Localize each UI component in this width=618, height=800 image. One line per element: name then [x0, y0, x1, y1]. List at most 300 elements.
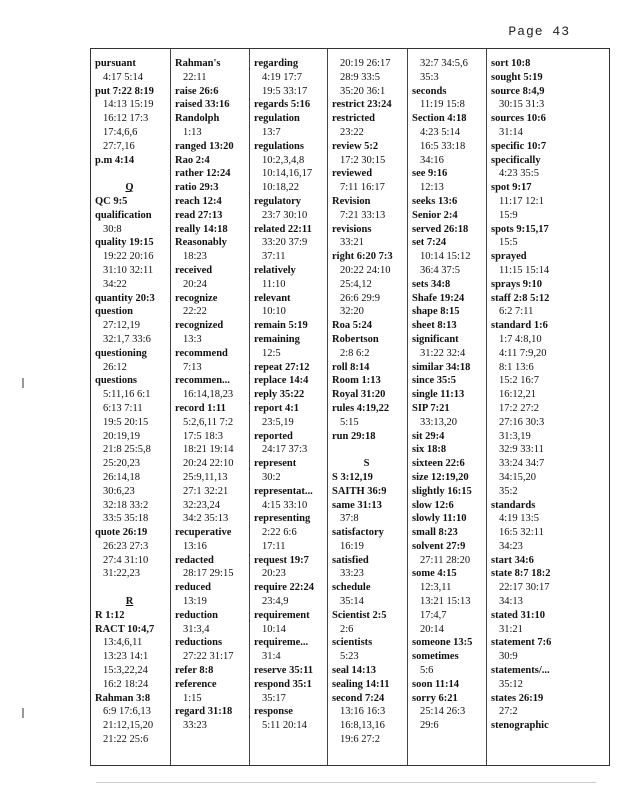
index-entry: right 6:20 7:3: [332, 251, 393, 263]
index-entry: S 3:12,19: [332, 471, 373, 483]
index-entry: reply 35:22: [254, 389, 305, 401]
index-line: 22:11: [183, 71, 207, 83]
index-entry: slowly 11:10: [412, 513, 467, 525]
index-line: 24:17 37:3: [262, 444, 308, 456]
index-line: 15:5: [499, 237, 518, 249]
index-line: 17:11: [262, 540, 286, 552]
index-entry: stenographic: [491, 720, 549, 732]
index-line: 15:2 16:7: [499, 375, 539, 387]
index-entry: Shafe 19:24: [412, 292, 465, 304]
index-entry: sixteen 22:6: [412, 458, 465, 470]
index-column-3: [249, 49, 327, 765]
index-entry: specific 10:7: [491, 140, 547, 152]
index-line: 31:4: [262, 651, 281, 663]
index-entry: scientists: [332, 637, 373, 649]
index-entry: sometimes: [412, 651, 459, 663]
index-entry: restrict 23:24: [332, 99, 392, 111]
index-entry: reference: [175, 678, 217, 690]
index-line: 17:4,7: [420, 609, 447, 621]
index-entry: sprayed: [491, 251, 527, 263]
index-entry: represent: [254, 458, 297, 470]
index-line: 28:9 33:5: [340, 71, 380, 83]
index-entry: Revision: [332, 195, 371, 207]
index-entry: slow 12:6: [412, 499, 454, 511]
index-line: 12:5: [262, 347, 281, 359]
index-entry: solvent 27:9: [412, 540, 466, 552]
index-line: 7:21 33:13: [340, 209, 386, 221]
index-entry: reduced: [175, 582, 211, 594]
index-line: 19:5 33:17: [262, 85, 308, 97]
index-line: 20:14: [420, 623, 444, 635]
index-entry: revisions: [332, 223, 372, 235]
index-line: 14:13 15:19: [103, 99, 154, 111]
index-line: 32:7 34:5,6: [420, 58, 468, 69]
index-entry: seconds: [412, 85, 447, 97]
index-line: 27:7,16: [103, 140, 135, 152]
index-line: 5:11 20:14: [262, 720, 307, 732]
index-entry: seal 14:13: [332, 665, 377, 677]
index-line: 8:1 13:6: [499, 361, 534, 373]
index-entry: standard 1:6: [491, 320, 548, 332]
index-line: 4:19 17:7: [262, 71, 302, 83]
index-line: 27:4 31:10: [103, 554, 149, 566]
index-entry: small 8:23: [412, 527, 458, 539]
index-entry: see 9:16: [412, 168, 448, 180]
index-entry: reviewed: [332, 168, 373, 180]
index-entry: refer 8:8: [175, 665, 214, 677]
index-entry: recommend: [175, 347, 228, 359]
index-line: 5:11,16 6:1: [103, 389, 151, 401]
index-line: 18:23: [183, 251, 207, 263]
index-entry: QC 9:5: [95, 195, 128, 207]
index-entry: representing: [254, 513, 311, 525]
index-line: 31:22,23: [103, 568, 141, 580]
index-line: 32:23,24: [183, 499, 221, 511]
index-entry: questioning: [95, 347, 147, 359]
index-line: 15:3,22,24: [103, 665, 148, 677]
index-entry: requirement: [254, 609, 310, 621]
index-line: 17:5 18:3: [183, 430, 223, 442]
margin-mark: [22, 708, 24, 718]
index-line: 20:24 22:10: [183, 458, 234, 470]
index-line: 21:22 25:6: [103, 734, 149, 746]
index-entry: regard 31:18: [175, 706, 233, 718]
index-line: 22:22: [183, 306, 207, 318]
index-entry: relatively: [254, 264, 296, 276]
index-entry: quote 26:19: [95, 527, 148, 539]
index-entry: quality 19:15: [95, 237, 154, 249]
index-line: 16:5 33:18: [420, 140, 466, 152]
index-line: 23:4,9: [262, 596, 289, 608]
index-line: 33:23: [183, 720, 207, 732]
index-entry: served 26:18: [412, 223, 469, 235]
index-entry: response: [254, 706, 293, 718]
index-entry: schedule: [332, 582, 371, 594]
index-line: 7:13: [183, 361, 202, 373]
index-entry: repeat 27:12: [254, 361, 310, 373]
index-line: 19:6 27:2: [340, 734, 380, 746]
index-line: 5:15: [340, 416, 359, 428]
index-entry: rules 4:19,22: [332, 402, 390, 414]
index-entry: sealing 14:11: [332, 678, 390, 690]
index-line: 16:14,18,23: [183, 389, 234, 401]
index-entry: Robertson: [332, 333, 379, 345]
index-line: 33:24 34:7: [499, 458, 545, 470]
index-entry: regulation: [254, 113, 300, 125]
index-entry: significant: [412, 333, 459, 345]
index-entry: set 7:24: [412, 237, 447, 249]
index-line: 25:4,12: [340, 278, 372, 290]
index-line: 21:8 25:5,8: [103, 444, 151, 456]
index-line: 32:1,7 33:6: [103, 333, 151, 345]
index-line: 33:21: [340, 237, 364, 249]
index-entry: review 5:2: [332, 140, 379, 152]
index-line: 2:6: [340, 623, 354, 635]
index-line: 33:23: [340, 568, 364, 580]
index-line: 31:14: [499, 126, 523, 138]
index-entry: source 8:4,9: [491, 85, 545, 97]
index-line: 13:23 14:1: [103, 651, 149, 663]
index-entry: really 14:18: [175, 223, 228, 235]
index-line: 35:2: [499, 485, 518, 497]
index-line: 4:17 5:14: [103, 71, 143, 83]
index-line: 27:2: [499, 706, 518, 718]
index-line: 6:13 7:11: [103, 402, 143, 414]
index-line: 13:16 16:3: [340, 706, 386, 718]
index-entry: ranged 13:20: [175, 140, 234, 152]
index-line: 33:13,20: [420, 416, 458, 428]
index-line: 20:23: [262, 568, 286, 580]
index-entry: ratio 29:3: [175, 182, 219, 194]
index-line: 27:22 31:17: [183, 651, 234, 663]
index-entry: reported: [254, 430, 293, 442]
index-entry: statement 7:6: [491, 637, 552, 649]
index-line: 13:4,6,11: [103, 637, 143, 649]
index-entry: Rao 2:4: [175, 154, 210, 166]
index-line: 21:12,15,20: [103, 720, 154, 732]
index-line: 12:3,11: [420, 582, 452, 594]
index-line: 1:7 4:8,10: [499, 333, 542, 345]
index-column-5: [407, 49, 486, 765]
index-entry: specifically: [491, 154, 541, 166]
index-line: 18:21 19:14: [183, 444, 234, 456]
index-line: 30:9: [499, 651, 518, 663]
index-entry: read 27:13: [175, 209, 223, 221]
index-entry: quantity 20:3: [95, 292, 155, 304]
index-entry: relevant: [254, 292, 291, 304]
index-entry: remaining: [254, 333, 300, 345]
index-entry: seeks 13:6: [412, 195, 458, 207]
index-line: 15:9: [499, 209, 518, 221]
index-entry: states 26:19: [491, 692, 544, 704]
bottom-rule: [96, 782, 596, 783]
index-line: 29:6: [420, 720, 439, 732]
index-entry: redacted: [175, 554, 214, 566]
index-line: 16:5 32:11: [499, 527, 544, 539]
index-line: 11:19 15:8: [420, 99, 465, 111]
index-entry: sit 29:4: [412, 430, 445, 442]
index-entry: R 1:12: [95, 609, 125, 621]
index-entry: recognize: [175, 292, 218, 304]
index-line: 10:18,22: [262, 182, 300, 194]
index-line: 33:5 35:18: [103, 513, 149, 525]
index-line: 34:2 35:13: [183, 513, 229, 525]
index-column-2: [170, 49, 249, 765]
index-line: 35:17: [262, 692, 286, 704]
index-entry: Roa 5:24: [332, 320, 372, 332]
index-line: 22:17 30:17: [499, 582, 550, 594]
index-entry: some 4:15: [412, 568, 457, 580]
index-line: 23:22: [340, 126, 364, 138]
index-line: 17:4,6,6: [103, 126, 138, 138]
index-entry: recognized: [175, 320, 224, 332]
index-entry: sets 34:8: [412, 278, 451, 290]
index-entry: Royal 31:20: [332, 389, 386, 401]
index-line: 27:11 28:20: [420, 554, 471, 566]
index-entry: Senior 2:4: [412, 209, 458, 221]
index-entry: received: [175, 264, 213, 276]
index-line: [95, 581, 170, 595]
index-line: 32:18 33:2: [103, 499, 149, 511]
index-line: 16:12,21: [499, 389, 537, 401]
index-line: 4:11 7:9,20: [499, 347, 547, 359]
index-entry: questions: [95, 375, 138, 387]
index-line: 10:10: [262, 306, 286, 318]
index-entry: satisfactory: [332, 527, 384, 539]
index-entry: respond 35:1: [254, 678, 312, 690]
index-entry: Section 4:18: [412, 113, 467, 125]
index-entry: Room 1:13: [332, 375, 381, 387]
index-entry: start 34:6: [491, 554, 534, 566]
index-line: 10:14: [262, 623, 286, 635]
index-entry: rather 12:24: [175, 168, 231, 180]
index-line: 37:11: [262, 251, 286, 263]
index-column-4: [327, 49, 407, 765]
index-entry: Reasonably: [175, 237, 227, 249]
index-line: 30:6,23: [103, 485, 135, 497]
index-entry: similar 34:18: [412, 361, 471, 373]
index-line: 5:6: [420, 665, 434, 677]
index-line: 5:2,6,11 7:2: [183, 416, 234, 428]
index-line: 33:20 37:9: [262, 237, 308, 249]
index-line: 31:3,4: [183, 623, 210, 635]
index-line: 25:9,11,13: [183, 471, 228, 483]
index-entry: related 22:11: [254, 223, 312, 235]
index-entry: RACT 10:4,7: [95, 623, 155, 635]
index-line: 4:23 5:14: [420, 126, 460, 138]
index-entry: requireme...: [254, 637, 309, 649]
index-entry: request 19:7: [254, 554, 309, 566]
index-entry: six 18:8: [412, 444, 447, 456]
index-line: 10:14 15:12: [420, 251, 471, 263]
index-line: 34:22: [103, 278, 127, 290]
index-line: 26:23 27:3: [103, 540, 149, 552]
index-entry: sprays 9:10: [491, 278, 543, 290]
index-entry: regards 5:16: [254, 99, 311, 111]
index-frame: [90, 48, 610, 766]
index-line: 27:12,19: [103, 320, 141, 332]
index-entry: p.m 4:14: [95, 154, 135, 166]
index-entry: satisfied: [332, 554, 369, 566]
index-line: 11:17 12:1: [499, 195, 544, 207]
index-line: 2:8 6:2: [340, 347, 370, 359]
index-entry: remain 5:19: [254, 320, 308, 332]
index-entry: regarding: [254, 58, 299, 69]
section-letter: R: [125, 596, 134, 608]
index-line: 30:15 31:3: [499, 99, 545, 111]
index-line: 13:7: [262, 126, 281, 138]
index-column-1: [91, 49, 170, 765]
index-line: 6:2 7:11: [499, 306, 534, 318]
index-line: 32:20: [340, 306, 364, 318]
index-line: 30:2: [262, 471, 281, 483]
index-entry: require 22:24: [254, 582, 314, 594]
index-entry: regulations: [254, 140, 304, 152]
index-line: 19:5 20:15: [103, 416, 149, 428]
index-line: 17:2 30:15: [340, 154, 386, 166]
index-entry: shape 8:15: [412, 306, 460, 318]
index-entry: raise 26:6: [175, 85, 219, 97]
margin-mark: [22, 378, 24, 388]
index-line: 20:24: [183, 278, 207, 290]
index-line: 6:9 17:6,13: [103, 706, 151, 718]
index-entry: regulatory: [254, 195, 302, 207]
index-line: 35:14: [340, 596, 364, 608]
index-line: 36:4 37:5: [420, 264, 460, 276]
index-line: [332, 443, 407, 457]
index-entry: record 1:11: [175, 402, 226, 414]
index-line: 27:1 32:21: [183, 485, 229, 497]
index-entry: size 12:19,20: [412, 471, 469, 483]
index-entry: sort 10:8: [491, 58, 531, 69]
index-entry: same 31:13: [332, 499, 382, 511]
index-line: 11:10: [262, 278, 286, 290]
index-entry: sources 10:6: [491, 113, 546, 125]
index-line: 23:7 30:10: [262, 209, 308, 221]
section-letter: S: [363, 458, 370, 470]
index-entry: SIP 7:21: [412, 402, 450, 414]
index-line: 31:3,19: [499, 430, 531, 442]
index-entry: replace 14:4: [254, 375, 309, 387]
index-line: 19:22 20:16: [103, 251, 154, 263]
index-line: 27:16 30:3: [499, 416, 545, 428]
index-line: [95, 167, 170, 181]
index-entry: soon 11:14: [412, 678, 459, 690]
index-line: 17:2 27:2: [499, 402, 539, 414]
index-line: 32:9 33:11: [499, 444, 544, 456]
index-entry: slightly 16:15: [412, 485, 472, 497]
index-line: 13:21 15:13: [420, 596, 471, 608]
index-line: 11:15 15:14: [499, 264, 550, 276]
index-entry: since 35:5: [412, 375, 457, 387]
index-entry: recuperative: [175, 527, 232, 539]
index-line: 1:13: [183, 126, 202, 138]
index-line: 25:14 26:3: [420, 706, 466, 718]
index-line: 28:17 29:15: [183, 568, 234, 580]
index-line: 10:14,16,17: [262, 168, 313, 180]
index-entry: roll 8:14: [332, 361, 370, 373]
index-entry: standards: [491, 499, 536, 511]
index-entry: question: [95, 306, 133, 318]
index-entry: Rahman's: [175, 58, 221, 69]
index-line: 4:23 35:5: [499, 168, 539, 180]
index-line: 26:14,18: [103, 471, 141, 483]
index-entry: state 8:7 18:2: [491, 568, 551, 580]
index-line: 16:8,13,16: [340, 720, 385, 732]
index-entry: Randolph: [175, 113, 220, 125]
index-line: 20:19,19: [103, 430, 141, 442]
index-line: 4:19 13:5: [499, 513, 539, 525]
index-line: 5:23: [340, 651, 359, 663]
index-line: 34:16: [420, 154, 444, 166]
index-line: 25:20,23: [103, 458, 141, 470]
index-line: 7:11 16:17: [340, 182, 385, 194]
index-entry: qualification: [95, 209, 152, 221]
index-line: 2:22 6:6: [262, 527, 297, 539]
index-line: 35:20 36:1: [340, 85, 386, 97]
index-line: 1:15: [183, 692, 202, 704]
index-line: 35:3: [420, 71, 439, 83]
index-entry: recommen...: [175, 375, 230, 387]
index-line: 35:12: [499, 678, 523, 690]
index-entry: spot 9:17: [491, 182, 532, 194]
index-entry: restricted: [332, 113, 375, 125]
index-line: 16:12 17:3: [103, 113, 149, 125]
index-entry: pursuant: [95, 58, 136, 69]
index-line: 31:10 32:11: [103, 264, 154, 276]
index-line: 10:2,3,4,8: [262, 154, 305, 166]
index-entry: sought 5:19: [491, 71, 543, 83]
index-entry: reach 12:4: [175, 195, 222, 207]
index-entry: raised 33:16: [175, 99, 230, 111]
index-line: 13:3: [183, 333, 202, 345]
index-line: 37:8: [340, 513, 359, 525]
index-line: 12:13: [420, 182, 444, 194]
index-entry: put 7:22 8:19: [95, 85, 154, 97]
index-entry: reduction: [175, 609, 218, 621]
index-entry: sheet 8:13: [412, 320, 457, 332]
index-line: 13:19: [183, 596, 207, 608]
index-line: 31:21: [499, 623, 523, 635]
index-entry: spots 9:15,17: [491, 223, 549, 235]
index-entry: reductions: [175, 637, 223, 649]
index-entry: someone 13:5: [412, 637, 473, 649]
index-line: 26:6 29:9: [340, 292, 380, 304]
index-line: 34:23: [499, 540, 523, 552]
index-line: 30:8: [103, 223, 122, 235]
index-entry: reserve 35:11: [254, 665, 313, 677]
index-entry: representat...: [254, 485, 313, 497]
index-line: 34:15,20: [499, 471, 537, 483]
index-line: 34:13: [499, 596, 523, 608]
index-entry: statements/...: [491, 665, 550, 677]
index-line: 31:22 32:4: [420, 347, 466, 359]
index-entry: run 29:18: [332, 430, 376, 442]
index-entry: sorry 6:21: [412, 692, 458, 704]
page-number: Page 43: [508, 24, 570, 39]
index-entry: Rahman 3:8: [95, 692, 151, 704]
index-entry: second 7:24: [332, 692, 385, 704]
index-column-6: [486, 49, 609, 765]
index-entry: report 4:1: [254, 402, 299, 414]
index-entry: staff 2:8 5:12: [491, 292, 550, 304]
index-line: 4:15 33:10: [262, 499, 308, 511]
index-line: 16:19: [340, 540, 364, 552]
index-line: 26:12: [103, 361, 127, 373]
index-entry: stated 31:10: [491, 609, 545, 621]
index-line: 20:22 24:10: [340, 264, 391, 276]
index-entry: Scientist 2:5: [332, 609, 387, 621]
